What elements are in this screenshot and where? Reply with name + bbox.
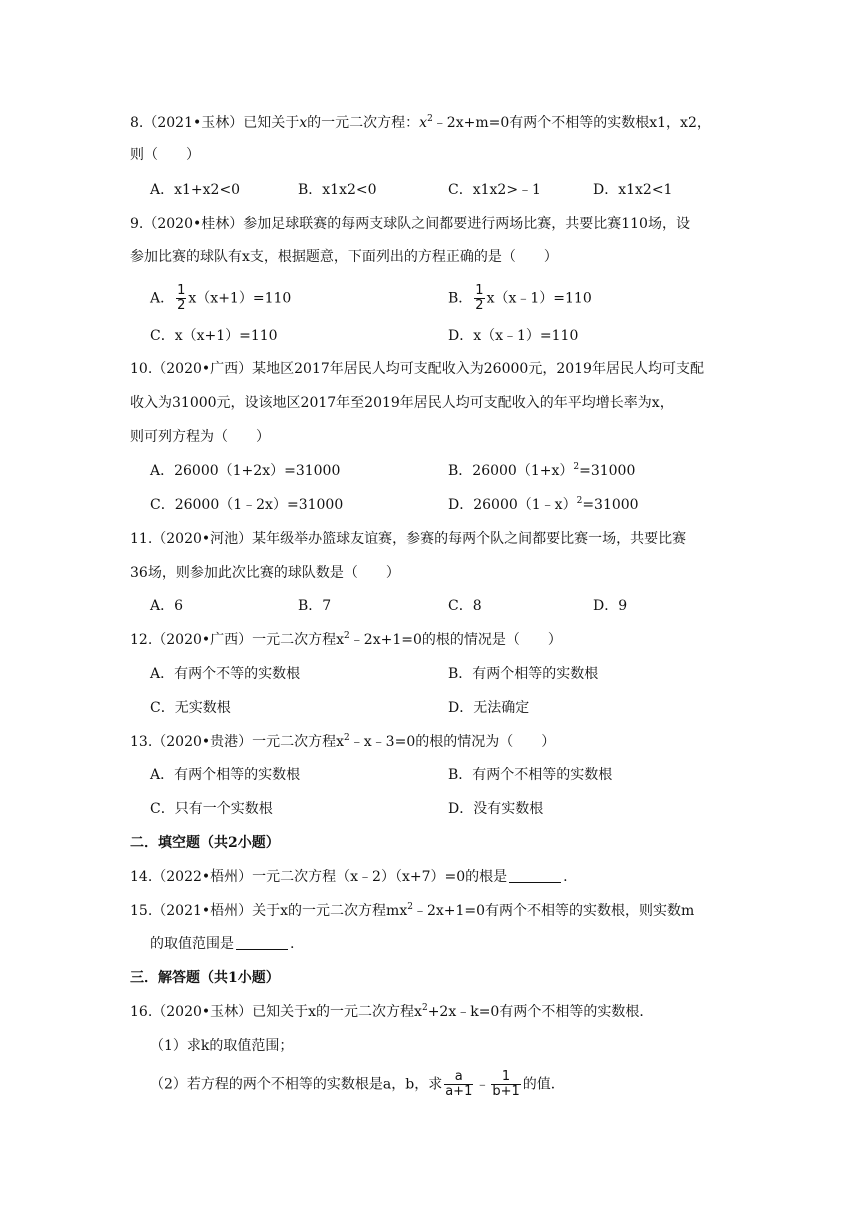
question-9-option-c: C．x（x+1）=110	[150, 328, 278, 344]
question-9-option-a: A． $\frac{1}{2}$ x（x+1）=110	[150, 283, 292, 313]
question-9-line-2: 参加比赛的球队有x支，根据题意，下面列出的方程正确的是（ ）	[130, 249, 558, 265]
question-16-line-1: 16.（2020•玉林）已知关于x的一元二次方程$x^2+2x﹣k=0$有两个不相等的实数根．	[130, 1003, 654, 1020]
question-9-line-1: 9.（2020•桂林）参加足球联赛的每两支球队之间都要进行两场比赛，共要比赛110场，设	[130, 216, 690, 232]
question-13-option-a: A．有两个相等的实数根	[150, 767, 301, 783]
fraction-one-half: $\frac{1}{2}$	[177, 283, 186, 313]
question-13-option-c: C．只有一个实数根	[150, 801, 273, 817]
question-13-option-b: B．有两个不相等的实数根	[448, 767, 613, 783]
answer-blank	[509, 868, 561, 883]
section-heading-fill-in: 二．填空题（共2小题）	[130, 835, 280, 851]
section-heading-solutions: 三．解答题（共1小题）	[130, 970, 280, 986]
question-10-option-c: C．26000（1﹣2x）=31000	[150, 497, 344, 513]
question-11-option-a: A．6	[150, 598, 184, 614]
question-10-option-b: B．$26000(1+x)^2=31000$	[448, 462, 636, 479]
question-12-line-1: 12.（2020•广西）一元二次方程$x^2﹣2x+1=0$的根的情况是（ ）	[130, 631, 562, 648]
roots-text: x1，x2，	[649, 115, 711, 131]
answer-blank	[236, 935, 288, 950]
question-11-option-b: B．7	[298, 598, 332, 614]
question-11-option-d: D．9	[593, 598, 628, 614]
exponent: 2	[427, 114, 433, 124]
equation-x: x	[419, 115, 428, 131]
question-15-line-2: 的取值范围是 .	[150, 936, 295, 952]
question-11-option-c: C．8	[448, 598, 482, 614]
question-10-option-d: D．26000（1﹣x）$^2$=31000	[448, 496, 639, 513]
question-8-line-2: 则（ ）	[130, 147, 200, 163]
question-10-option-a: A．26000（1+2x）=31000	[150, 463, 341, 479]
question-8-option-b: B．x1x2<0	[298, 182, 377, 198]
question-9-option-d: D．x（x﹣1）=110	[448, 328, 579, 344]
fraction-one-half: $\frac{1}{2}$	[475, 283, 484, 313]
question-9-option-b: B． $\frac{1}{2}$ x（x﹣1）=110	[448, 283, 592, 313]
question-12-option-a: A．有两个不等的实数根	[150, 666, 301, 682]
question-13-line-1: 13.（2020•贵港）一元二次方程$x^2﹣x﹣3=0$的根的情况为（ ）	[130, 733, 556, 750]
fraction-a-over-a-plus-1: $\frac{a}{a+1}$	[445, 1069, 473, 1099]
question-16-part-1: （1）求k的取值范围；	[150, 1038, 294, 1054]
question-12-option-c: C．无实数根	[150, 700, 231, 716]
question-12-option-b: B．有两个相等的实数根	[448, 666, 599, 682]
question-11-line-1: 11.（2020•河池）某年级举办篮球友谊赛，参赛的每两个队之间都要比赛一场，共要比赛	[130, 531, 687, 547]
equation-rest: ﹣2x+m=0有两个不相等的实数根	[432, 115, 650, 131]
question-8-text: 的一元二次方程：	[307, 115, 420, 131]
question-10-line-1: 10.（2020•广西）某地区2017年居民人均可支配收入为26000元，2019年居民人均可支配	[130, 361, 704, 377]
question-8-option-c: C．x1x2>﹣1	[448, 182, 541, 198]
variable-x: x	[299, 115, 308, 131]
question-8-line-1	[130, 113, 711, 133]
question-10-line-3: 则可列方程为（ ）	[130, 429, 270, 445]
fraction-1-over-b-plus-1: $\frac{1}{b+1}$	[492, 1069, 520, 1099]
question-16-part-2: （2）若方程的两个不相等的实数根是a，b，求 $\frac{a}{a+1}$ ﹣ $\frac{1}{b+1}$ 的值．	[150, 1069, 565, 1099]
question-15-line-1: 15.（2021•梧州）关于x的一元二次方程$mx^2﹣2x+1=0$有两个不相等的实数根，则实数m	[130, 902, 695, 919]
question-10-line-2: 收入为31000元，设该地区2017年至2019年居民人均可支配收入的年平均增长率为x，	[130, 395, 674, 411]
question-11-line-2: 36场，则参加此次比赛的球队数是（ ）	[130, 565, 400, 581]
question-13-option-d: D．没有实数根	[448, 801, 544, 817]
question-8-prefix: 8.（2021•玉林）已知关于	[130, 115, 300, 131]
question-8-option-a: A．x1+x2<0	[150, 182, 241, 198]
question-12-option-d: D．无法确定	[448, 700, 530, 716]
question-14-line-1: 14.（2022•梧州）一元二次方程（x﹣2）（x+7）=0的根是 .	[130, 869, 568, 885]
question-8-option-d: D．x1x2<1	[593, 182, 673, 198]
